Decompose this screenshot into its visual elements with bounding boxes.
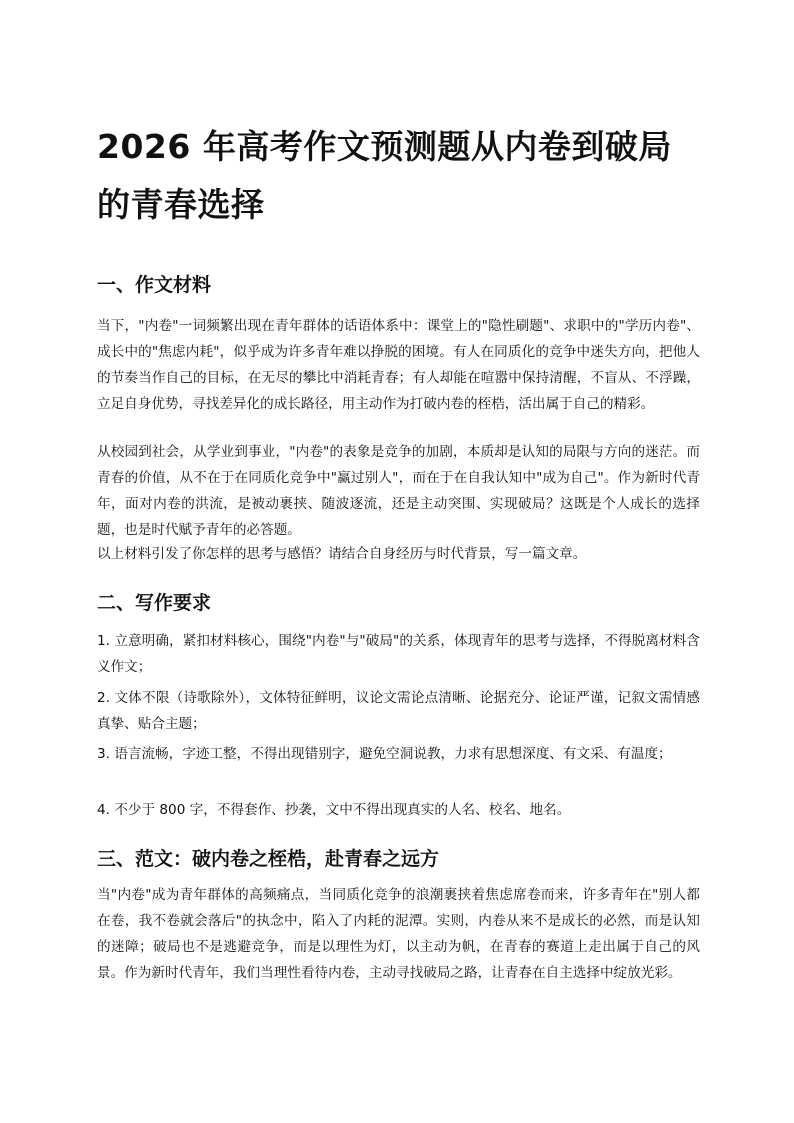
section-heading-sample-essay: 三、范文：破内卷之桎梏，赴青春之远方 xyxy=(97,848,440,870)
requirement-item-2: 2. 文体不限（诗歌除外），文体特征鲜明，议论文需论点清晰、论据充分、论证严谨，记叙文需情感真挚、贴合主题； xyxy=(97,690,700,732)
section-heading-material: 一、作文材料 xyxy=(97,274,212,296)
requirement-item-1: 1. 立意明确，紧扣材料核心，围绕"内卷"与"破局"的关系，体现青年的思考与选择，不得脱离材料含义作文； xyxy=(97,633,700,675)
document-title: 2026 年高考作文预测题从内卷到破局的青春选择 xyxy=(97,127,672,224)
material-paragraph-3: 以上材料引发了你怎样的思考与感悟？请结合自身经历与时代背景，写一篇文章。 xyxy=(97,546,587,562)
material-paragraph-2: 从校园到社会，从学业到事业，"内卷"的表象是竞争的加剧，本质却是认知的局限与方向的迷茫。而青春的价值，从不在于在同质化竞争中"赢过别人"，而在于在自我认知中"成为自己"。作为新时代青年，面对内卷的洪流，是被动裹挟、随波逐流，还是主动突围、实现破局？这既是个人成长的选择题，也是时代赋予青年的必答题。 xyxy=(97,444,700,538)
requirement-item-3: 3. 语言流畅，字迹工整，不得出现错别字，避免空洞说教，力求有思想深度、有文采、有温度； xyxy=(97,746,672,762)
sample-essay-paragraph-1: 当"内卷"成为青年群体的高频痛点，当同质化竞争的浪潮裹挟着焦虑席卷而来，许多青年在"别人都在卷，我不卷就会落后"的执念中，陷入了内耗的泥潭。实则，内卷从来不是成长的必然，而是认知的迷障；破局也不是逃避竞争，而是以理性为灯，以主动为帆，在青春的赛道上走出属于自己的风景。作为新时代青年，我们当理性看待内卷，主动寻找破局之路，让青春在自主选择中绽放光彩。 xyxy=(97,887,700,981)
section-heading-requirements: 二、写作要求 xyxy=(97,592,212,614)
requirement-item-4: 4. 不少于 800 字，不得套作、抄袭，文中不得出现真实的人名、校名、地名。 xyxy=(97,802,571,818)
material-paragraph-1: 当下，"内卷"一词频繁出现在青年群体的话语体系中：课堂上的"隐性刷题"、求职中的"学历内卷"、成长中的"焦虑内耗"，似乎成为许多青年难以挣脱的困境。有人在同质化的竞争中迷失方向，把他人的节奏当作自己的目标，在无尽的攀比中消耗青春；有人却能在喧嚣中保持清醒，不盲从、不浮躁，立足自身优势，寻找差异化的成长路径，用主动作为打破内卷的桎梏，活出属于自己的精彩。 xyxy=(97,318,700,412)
